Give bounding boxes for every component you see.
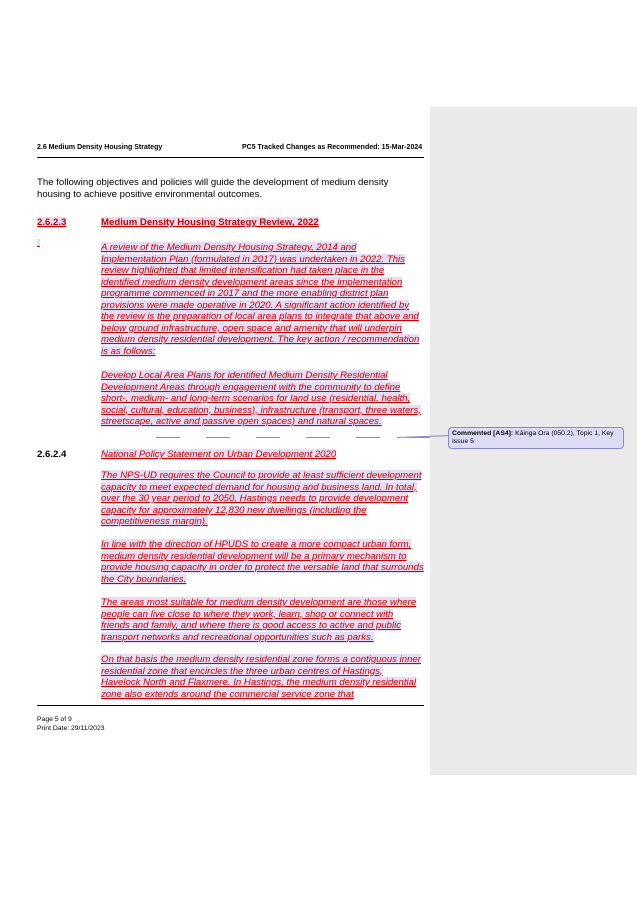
paragraph-text: In line with the direction of HPUDS to create a more compact urban form, medium density residential development will be a primary mechanism to provide housing capacity in order to protect the versatile land that surrounds the City boundaries.: [101, 539, 424, 585]
section-title-2-6-2-3: Medium Density Housing Strategy Review, 2022: [101, 217, 319, 228]
paragraph-text: A review of the Medium Density Housing Strategy, 2014 and Implementation Plan (formulated in 2017) was undertaken in 2022. This review highlighted that limited intensification had taken place in the identified medium density development areas since the implementation programme commenced in 2017 and the more enabling district plan provisions were made operative in 2020. A significant action identified by the review is the preparation of local area plans to integrate that above and below ground infrastructure, open space and amenity that will underpin medium density residential development. The key action / recommendation is as follows:: [101, 242, 420, 357]
paragraph-text: The areas most suitable for medium density development are those where people can live close to where they work, learn, shop or connect with friends and family, and where there is good access to active and public transport networks and recreational opportunities such as parks.: [101, 597, 417, 643]
insertion-marker: [37, 239, 40, 247]
section-title-2-6-2-4: National Policy Statement on Urban Development 2020: [101, 449, 337, 460]
comment-balloon[interactable]: [448, 427, 624, 449]
section-paragraph: [101, 470, 424, 528]
header-divider: [37, 157, 424, 158]
comment-label: Commented [AS4]:: [452, 430, 514, 437]
tracked-change-dashes: [156, 437, 430, 438]
section-number-2-6-2-3: 2.6.2.3: [37, 217, 67, 228]
comment-text: Kāinga Ora (050.2), Topic 1, Key Issue 5: [452, 430, 614, 445]
paragraph-text: On that basis the medium density residential zone forms a contiguous inner residential zone that encircles the three urban centres of Hastings, Havelock North and Flaxmere. In Hastings, the medium density residential zone also extends around the commercial service zone that: [101, 654, 421, 700]
header-section-title: 2.6 Medium Density Housing Strategy: [37, 144, 163, 151]
paragraph-text: The NPS-UD requires the Council to provide at least sufficient development capacity to meet expected demand for housing and business land. In total, over the 30 year period to 2050, Hastings needs to provide development capacity for approximately 12,830 new dwellings (including the competitiveness margin).: [101, 470, 422, 527]
paragraph-text: Develop Local Area Plans for identified Medium Density Residential Development Areas through engagement with the community to define short-, medium- and long-term scenarios for land use (residential, health, social, cultural, education, business), infrastructure (transport, three waters, streetscape, active and passive open spaces) and natural spaces.: [101, 370, 421, 427]
header-tracked-changes-title: PC5 Tracked Changes as Recommended: 15-Mar-2024: [242, 144, 423, 151]
footer: [37, 716, 105, 733]
section-number-2-6-2-4: 2.6.2.4: [37, 449, 67, 460]
intro-paragraph: The following objectives and policies will guide the development of medium density housing to achieve positive environmental outcomes.: [37, 177, 389, 200]
page-number: Page 5 of 9: [37, 716, 72, 723]
print-date: Print Date: 29/11/2023: [37, 724, 105, 732]
section-paragraph: [101, 370, 424, 428]
footer-divider: [37, 705, 424, 706]
section-paragraph: [101, 654, 424, 700]
section-paragraph: [101, 242, 424, 357]
section-paragraph: [101, 597, 424, 643]
section-paragraph: [101, 539, 424, 585]
